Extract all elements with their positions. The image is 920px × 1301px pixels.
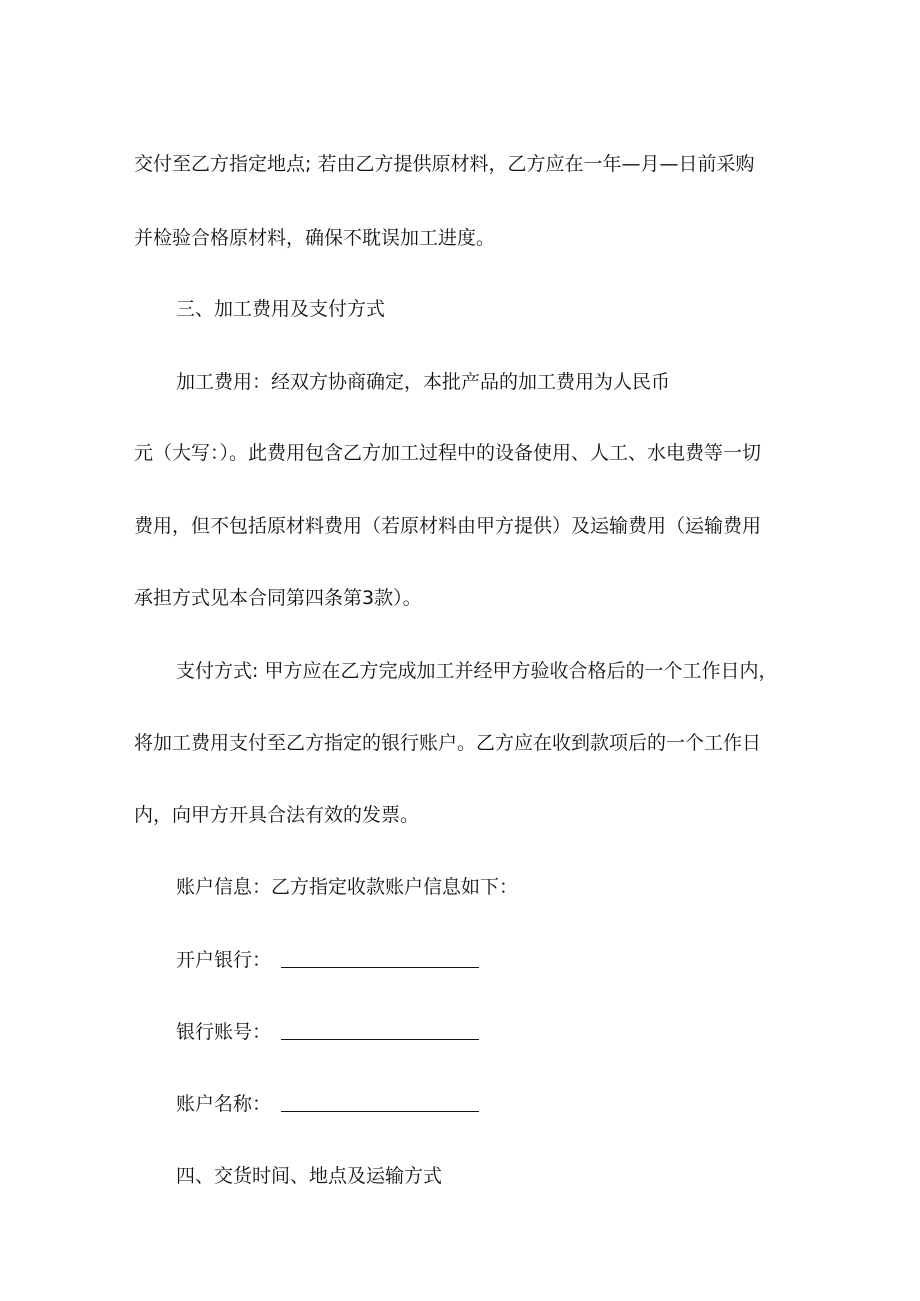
paragraph-line: 承担方式见本合同第四条第3款）。 bbox=[134, 587, 422, 609]
paragraph-line: 费用，但不包括原材料费用（若原材料由甲方提供）及运输费用（运输费用 bbox=[134, 515, 762, 537]
section-heading-3: 三、加工费用及支付方式 bbox=[176, 298, 386, 320]
paragraph-line: 将加工费用支付至乙方指定的银行账户。乙方应在收到款项后的一个工作日 bbox=[134, 732, 762, 754]
paragraph-line: 并检验合格原材料，确保不耽误加工进度。 bbox=[134, 227, 496, 249]
paragraph-line: 支付方式: 甲方应在乙方完成加工并经甲方验收合格后的一个工作日内， bbox=[176, 660, 778, 682]
paragraph-line: 加工费用：经双方协商确定，本批产品的加工费用为人民币 bbox=[176, 371, 671, 393]
account-number-field-blank[interactable] bbox=[281, 1021, 479, 1040]
account-name-field-row bbox=[176, 1092, 836, 1116]
account-name-field-blank[interactable] bbox=[281, 1093, 479, 1112]
paragraph-line: 内，向甲方开具合法有效的发票。 bbox=[134, 804, 420, 826]
account-number-field-label: 银行账号： bbox=[176, 1021, 272, 1043]
bank-field-label: 开户银行： bbox=[176, 949, 272, 971]
paragraph-line: 交付至乙方指定地点; 若由乙方提供原材料，乙方应在一年—月—日前采购 bbox=[134, 153, 755, 175]
bank-field-row bbox=[176, 948, 836, 972]
account-number-field-row bbox=[176, 1020, 836, 1044]
paragraph-line: 元（大写：）。此费用包含乙方加工过程中的设备使用、人工、水电费等一切 bbox=[134, 442, 762, 464]
paragraph-line: 账户信息：乙方指定收款账户信息如下： bbox=[176, 876, 519, 898]
account-name-field-label: 账户名称： bbox=[176, 1093, 272, 1115]
bank-field-blank[interactable] bbox=[281, 949, 479, 968]
section-heading-4: 四、交货时间、地点及运输方式 bbox=[176, 1165, 443, 1187]
